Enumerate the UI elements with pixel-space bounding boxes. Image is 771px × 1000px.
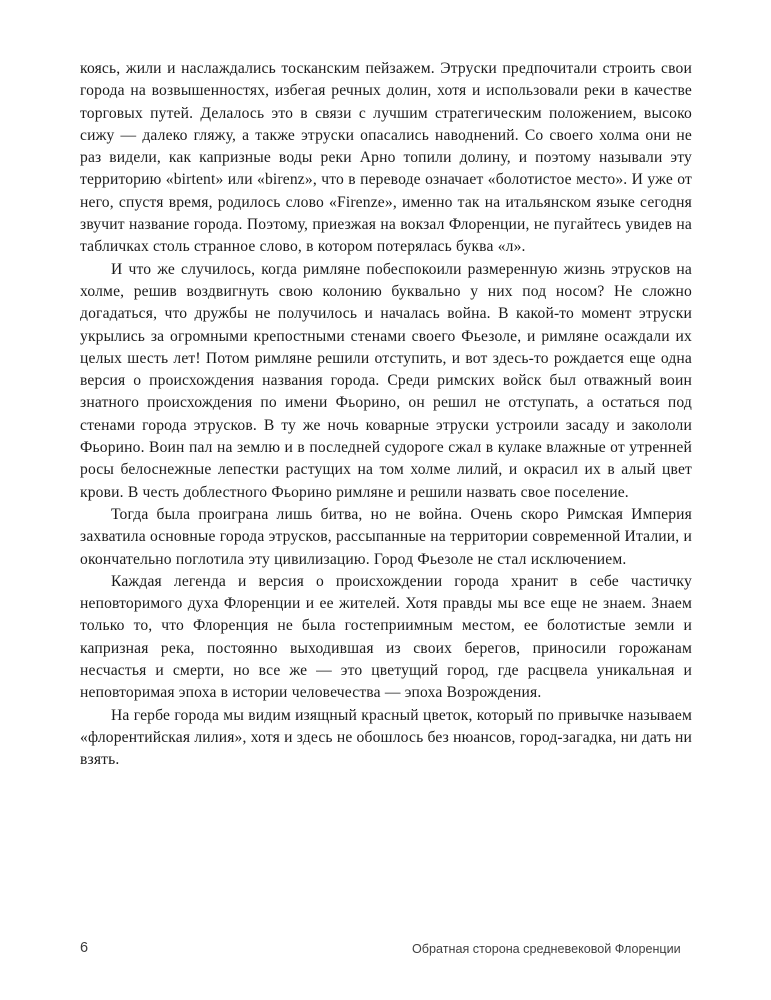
paragraph-3: Тогда была проиграна лишь битва, но не война. Очень скоро Римская Империя захватила основные города этрусков, рассыпанные на территории современной Италии, и окончательно поглотила эту цивилизацию. Город Фьезоле не стал исключением. <box>80 505 692 568</box>
paragraph-1: коясь, жили и наслаждались тосканским пейзажем. Этруски предпочитали строить свои города на возвышенностях, избегая речных долин, хотя и использовали реки в качестве торговых путей. Делалось это в связи с лучшим стратегическим положением, высоко сижу — далеко гляжу, а также этруски опасались наводнений. Со своего холма они не раз видели, как капризные воды реки Арно топили долину, и поэтому называли эту территорию «birtent» или «birenz», что в переводе означает «болотистое место». И уже от него, спустя время, родилось слово «Firenze», именно так на итальянском языке сегодня звучит название города. Поэтому, приезжая на вокзал Флоренции, не пугайтесь увидев на табличках столь странное слово, в котором потерялась буква «л». <box>80 60 692 256</box>
paragraph-2: И что же случилось, когда римляне побеспокоили размеренную жизнь этрусков на холме, решив воздвигнуть свою колонию буквально у них под носом? Не сложно догадаться, что дружбы не получилось и началась война. В какой-то момент этруски укрылись за огромными крепостными стенами своего Фьезоле, и римляне осаждали их целых шесть лет! Потом римляне решили отступить, и вот здесь-то рождается еще одна версия о происхождения названия города. Среди римских войск был отважный воин знатного происхождения по имени Фьорино, он решил не отступать, а остаться под стенами города этрусков. В ту же ночь коварные этруски устроили засаду и закололи Фьорино. Воин пал на землю и в последней судороге сжал в кулаке влажные от утренней росы белоснежные лепестки растущих на том холме лилий, и окрасил их в алый цвет крови. В честь доблестного Фьорино римляне и решили назвать свое поселение. <box>80 260 692 501</box>
paragraph-5: На гербе города мы видим изящный красный цветок, который по привычке называем «флорентийская лилия», хотя и здесь не обошлось без нюансов, город-загадка, ни дать ни взять. <box>80 706 692 769</box>
page-number: 6 <box>80 940 89 956</box>
running-head: Обратная сторона средневековой Флоренции <box>412 942 681 956</box>
page-footer <box>0 938 771 962</box>
paragraph-4: Каждая легенда и версия о происхождении города хранит в себе частичку неповторимого духа Флоренции и ее жителей. Хотя правды мы все еще не знаем. Знаем только то, что Флоренция не была гостеприимным местом, ее болотистые земли и капризная река, постоянно выходившая из своих берегов, приносили горожанам несчастья и смерти, но все же — это цветущий город, где расцвела уникальная и неповторимая эпоха в истории человечества — эпоха Возрождения. <box>80 572 692 702</box>
page-text-block <box>80 58 692 772</box>
